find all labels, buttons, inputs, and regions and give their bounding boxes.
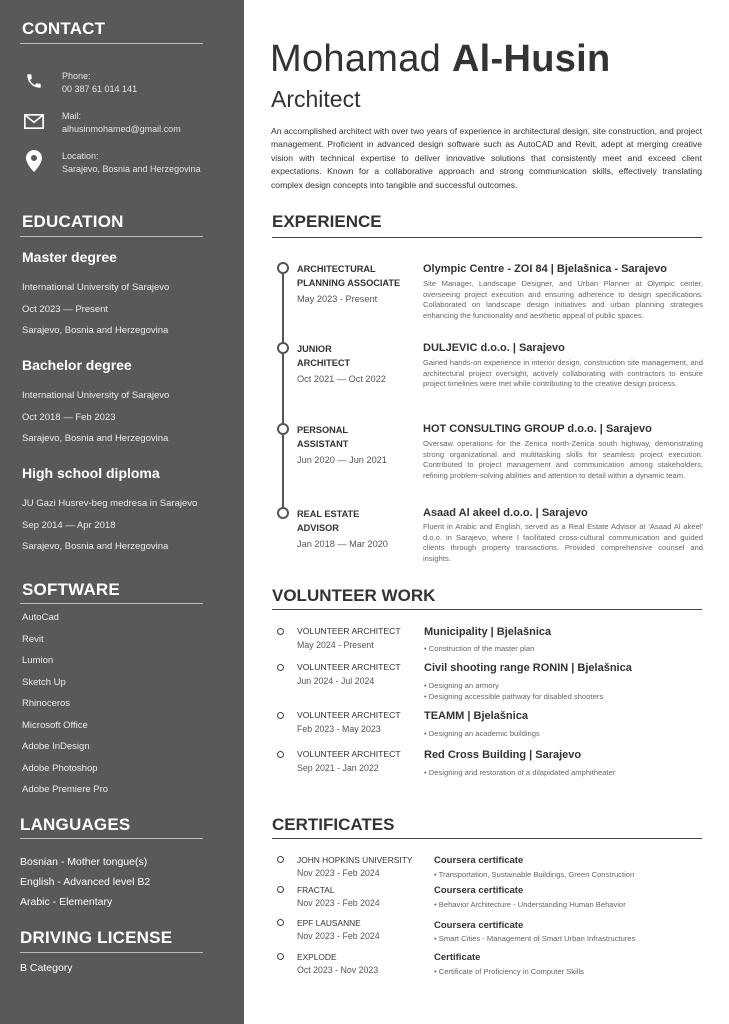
profile-summary: An accomplished architect with over two years of experience in architectural design, site construction, and project management. Proficient in advanced design software such as AutoCAD and Revit, adept at merging creative vision with technical expertise to deliver innovative solutions that consistently meet and exceed client expectations. Known for a collaborative approach and strong communication skills, effectively translating complex design concepts into tangible and successful outcomes. — [271, 126, 702, 190]
certificate-dates: Oct 2023 - Nov 2023 — [297, 965, 379, 975]
languages-heading: LANGUAGES — [20, 815, 131, 834]
experience-company: Asaad Al akeel d.o.o. | Sarajevo — [423, 507, 588, 519]
divider — [20, 43, 203, 44]
list-bullet — [277, 664, 284, 671]
software-item: Lumion — [22, 655, 54, 666]
certificate-name: Coursera certificate — [434, 920, 524, 931]
divider — [272, 838, 702, 839]
list-bullet — [277, 953, 284, 960]
person-name — [270, 38, 611, 81]
certificate-issuer: EXPLODE — [297, 952, 337, 962]
certificate-issuer: FRACTAL — [297, 885, 335, 895]
list-bullet — [277, 628, 284, 635]
education-dates: Oct 2018 — Feb 2023 — [22, 412, 116, 423]
mail-label: Mail: — [62, 111, 82, 121]
education-dates: Oct 2023 — Present — [22, 304, 109, 315]
education-school: International University of Sarajevo — [22, 390, 170, 401]
experience-heading: EXPERIENCE — [272, 212, 382, 231]
certificate-description: • Smart Cities - Management of Smart Urban Infrastructures — [434, 934, 636, 943]
software-item: Adobe Photoshop — [22, 763, 98, 774]
location-value: Sarajevo, Bosnia and Herzegovina — [62, 164, 201, 174]
volunteer-org: TEAMM | Bjelašnica — [424, 710, 528, 722]
software-item: Revit — [22, 634, 44, 645]
volunteer-dates: Jun 2024 - Jul 2024 — [297, 676, 375, 686]
certificate-dates: Nov 2023 - Feb 2024 — [297, 931, 380, 941]
education-heading: EDUCATION — [22, 212, 124, 231]
experience-description: Oversaw operations for the Zenica north-Zenica south highway, demonstrating strong organizational and multitasking skills for seamless project execution. Contributed to project management and communication among stakeholders, refining problem-solving abilities and attention to detail within a dynamic team. — [423, 439, 703, 480]
experience-description: Gained hands-on experience in interior design, construction site management, and architectural project oversight, actively collaborating with contractors to ensure project timelines were met while contributing to the creative design process. — [423, 358, 703, 389]
divider — [20, 838, 203, 839]
contact-location — [22, 150, 201, 176]
language-item: Arabic - Elementary — [20, 896, 113, 908]
volunteer-role: VOLUNTEER ARCHITECT — [297, 749, 401, 759]
timeline-dot — [277, 262, 289, 274]
software-item: Sketch Up — [22, 677, 66, 688]
experience-company: Olympic Centre - ZOI 84 | Bjelašnica - Sarajevo — [423, 263, 667, 275]
education-degree: High school diploma — [22, 465, 160, 481]
volunteer-bullet: • Construction of the master plan — [424, 644, 535, 653]
education-dates: Sep 2014 — Apr 2018 — [22, 520, 116, 531]
list-bullet — [277, 886, 284, 893]
volunteer-bullet: • Designing an academic buildings — [424, 729, 540, 738]
education-school: JU Gazi Husrev-beg medresa in Sarajevo — [22, 498, 198, 509]
volunteer-bullet: • Designing accessible pathway for disabled shooters — [424, 692, 604, 701]
certificate-dates: Nov 2023 - Feb 2024 — [297, 898, 380, 908]
mail-value[interactable]: alhusinmohamed@gmail.com — [62, 124, 181, 134]
driving-value: B Category — [20, 962, 73, 974]
timeline-dot — [277, 342, 289, 354]
experience-description: Site Manager, Landscape Designer, and Urban Planner at Olympic center, overseeing project execution and ensuring adherence to design specifications. Collaborated on landscape design initiatives and urban planning strategies enhancing the functionality and aesthetic appeal of public spaces. — [423, 279, 703, 320]
timeline-dot — [277, 507, 289, 519]
volunteer-role: VOLUNTEER ARCHITECT — [297, 662, 401, 672]
divider — [20, 952, 203, 953]
contact-phone — [22, 70, 137, 96]
phone-value[interactable]: 00 387 61 014 141 — [62, 84, 138, 94]
volunteer-bullet: • Designing an armory — [424, 681, 499, 690]
mail-icon — [22, 110, 46, 132]
certificate-description: • Certificate of Proficiency in Computer Skills — [434, 967, 584, 976]
certificate-description: • Behavior Architecture - Understanding Human Behavior — [434, 900, 626, 909]
experience-dates: Oct 2021 — Oct 2022 — [297, 374, 386, 384]
volunteer-dates: Feb 2023 - May 2023 — [297, 724, 381, 734]
education-degree: Master degree — [22, 249, 117, 265]
divider — [20, 236, 203, 237]
certificate-issuer: JOHN HOPKINS UNIVERSITY — [297, 855, 413, 865]
volunteer-role: VOLUNTEER ARCHITECT — [297, 626, 401, 636]
software-item: Rhinoceros — [22, 698, 71, 709]
experience-role: REAL ESTATE ADVISOR — [297, 509, 360, 533]
driving-heading: DRIVING LICENSE — [20, 928, 173, 947]
experience-description: Fluent in Arabic and English, served as a Real Estate Advisor at 'Asaad Al akeel' d.o.o. in Sarajevo, where I facilitated cross-cultural communication and guided clients through property transactions. Provided comprehensive counsel and insights. — [423, 522, 703, 563]
sidebar — [0, 0, 244, 1024]
language-item: Bosnian - Mother tongue(s) — [20, 856, 148, 868]
language-item: English - Advanced level B2 — [20, 876, 151, 888]
education-school: International University of Sarajevo — [22, 282, 170, 293]
job-title: Architect — [271, 86, 361, 112]
certificates-heading: CERTIFICATES — [272, 815, 395, 834]
experience-dates: Jun 2020 — Jun 2021 — [297, 455, 387, 465]
timeline-line — [282, 268, 284, 516]
volunteer-bullet: • Designing and restoration of a dilapidated amphitheater — [424, 768, 616, 777]
certificate-name: Coursera certificate — [434, 855, 524, 866]
certificate-name: Coursera certificate — [434, 885, 524, 896]
education-degree: Bachelor degree — [22, 357, 132, 373]
experience-role: ARCHITECTURAL PLANNING ASSOCIATE — [297, 264, 401, 288]
location-label: Location: — [62, 151, 99, 161]
volunteer-role: VOLUNTEER ARCHITECT — [297, 710, 401, 720]
list-bullet — [277, 712, 284, 719]
software-item: AutoCad — [22, 612, 59, 623]
volunteer-dates: Sep 2021 - Jan 2022 — [297, 763, 379, 773]
first-name: Mohamad — [270, 38, 442, 80]
software-item: Microsoft Office — [22, 720, 88, 731]
software-heading: SOFTWARE — [22, 580, 120, 599]
list-bullet — [277, 751, 284, 758]
software-item: Adobe InDesign — [22, 741, 90, 752]
list-bullet — [277, 919, 284, 926]
software-item: Adobe Premiere Pro — [22, 784, 109, 795]
divider — [272, 237, 702, 238]
phone-label: Phone: — [62, 71, 91, 81]
phone-icon — [22, 70, 46, 92]
certificate-issuer: EPF LAUSANNE — [297, 918, 361, 928]
volunteer-org: Civil shooting range RONIN | Bjelašnica — [424, 662, 632, 674]
experience-company: DULJEVIC d.o.o. | Sarajevo — [423, 342, 565, 354]
experience-company: HOT CONSULTING GROUP d.o.o. | Sarajevo — [423, 423, 652, 435]
education-place: Sarajevo, Bosnia and Herzegovina — [22, 325, 169, 336]
certificate-dates: Nov 2023 - Feb 2024 — [297, 868, 380, 878]
experience-dates: May 2023 - Present — [297, 294, 378, 304]
certificate-name: Certificate — [434, 952, 481, 963]
volunteer-org: Red Cross Building | Sarajevo — [424, 749, 582, 761]
list-bullet — [277, 856, 284, 863]
education-place: Sarajevo, Bosnia and Herzegovina — [22, 433, 169, 444]
experience-role: PERSONAL ASSISTANT — [297, 425, 349, 449]
timeline-dot — [277, 423, 289, 435]
volunteer-dates: May 2024 - Present — [297, 640, 374, 650]
volunteer-org: Municipality | Bjelašnica — [424, 626, 552, 638]
contact-heading: CONTACT — [22, 19, 106, 38]
volunteer-heading: VOLUNTEER WORK — [272, 586, 436, 605]
divider — [272, 609, 702, 610]
certificate-description: • Transportation, Sustainable Buildings, Green Construction — [434, 870, 635, 879]
last-name: Al-Husin — [451, 38, 611, 80]
experience-dates: Jan 2018 — Mar 2020 — [297, 539, 388, 549]
location-pin-icon — [22, 150, 46, 172]
contact-mail — [22, 110, 181, 136]
education-place: Sarajevo, Bosnia and Herzegovina — [22, 541, 169, 552]
divider — [20, 603, 203, 604]
experience-role: JUNIOR ARCHITECT — [297, 344, 351, 368]
